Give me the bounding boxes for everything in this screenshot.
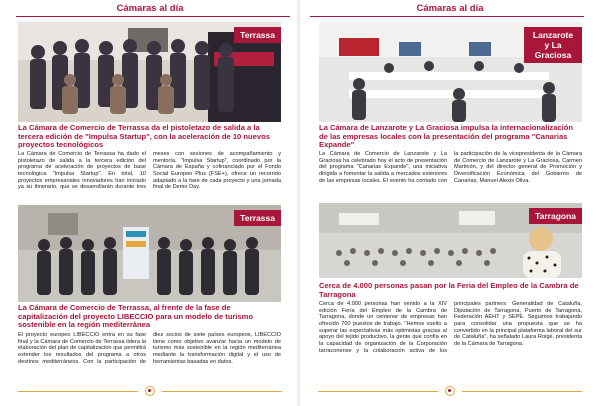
- article-libeccio: [18, 205, 281, 385]
- footer-rule: [462, 391, 582, 392]
- article-body: La Cámara de Comercio de Lanzarote y La Graciosa ha celebrado hoy el acto de presentación del programa "Canarias Expande", una iniciativa dirigida a fomentar la salida a mercados exteriores de las empresas locales. El evento ha contado con la participación de la vicepresidenta de la Cámara de Comercio de Lanzarote y La Graciosa, Carmen Martinón, y del director general de Promoción y Diversificación Económica del Gobierno de Canarias, Manuel Alexis Oliva.: [319, 151, 582, 184]
- article-body: Cerca de 4.000 personas han venido a la XIV edición Fería del Empleo de la Cambra de Tarragona, donde un centenar de empresas han ofrecido 700 puestos de trabajo. "Hemos vuelto a superar las expectativas más optimistas gracias al apoyo del tejido productivo, la gente que confía en la capacidad de organización de la Corporación tarraconense y la colaboración activa de los principales partners: Generalidad de Cataluña, Diputación de Tarragona, Puerto de Tarragona, Federación AEHT y SEPE. Seguimos trabajando para consolidar una propuesta que se ha convertido en la principal plataforma laboral del sur de Cataluña", ha señalado Laura Roigé, presidenta de la Cámara de Tarragona.: [319, 301, 582, 354]
- article-body: La Cámara de Comercio de Terrassa ha dado el pistoletazo de salida a la tercera edición del programa de aceleración de proyectos de base tecnológica "Impulsa Startup". En total, 10 proyectos empresariales innovadores han iniciado ya su itinerario, que se desarrollarán durante tres meses con sesiones de acompañamiento y mentoría. "Impulsa Startup", coordinado por la Cámara de España y cofinanciado por el Fondo Social Europeo Plus (FSE+), ofrece un recorrido adaptado a la fase de cada proyecto y una jornada final de Demo Day.: [18, 151, 281, 191]
- right-page-header: [300, 0, 600, 19]
- article-impulsa-startup: [18, 22, 281, 200]
- article-headline[interactable]: La Cámara de Comercio de Terrassa, al frente de la fase de capitalización del proyecto LIBECCIO para un modelo de turismo sostenible en la región mediterránea: [18, 303, 254, 330]
- chamber-logo-icon: [445, 386, 455, 396]
- location-tag: Lanzarote y La Graciosa: [524, 27, 582, 63]
- article-headline[interactable]: La Cámara de Lanzarote y La Graciosa impulsa la internacionalización de las empresas locales con la presentación del programa "Canarias Expande": [319, 123, 574, 150]
- footer-rule: [18, 391, 138, 392]
- right-page: [300, 0, 600, 406]
- header-rule: [16, 16, 290, 17]
- footer-rule: [318, 391, 438, 392]
- footer-rule: [162, 391, 282, 392]
- article-feria-empleo: [319, 203, 582, 393]
- article-headline[interactable]: Cerca de 4.000 personas pasan por la Feria del Empleo de la Cambra de Tarragona: [319, 281, 579, 299]
- left-page-header: [0, 0, 300, 19]
- section-title: Cámaras al día: [416, 3, 484, 14]
- section-title: Cámaras al día: [116, 3, 184, 14]
- article-body: El proyecto europeo LIBECCIO entra en su fase final y la Cámara de Comercio de Terrassa lidera la elaboración del plan de capitalización que permitirá extender los resultados del programa a otros destinos mediterráneos. Con la participación de diez socios de siete países europeos, LIBECCIO tiene como objetivo avanzar hacia un modelo de turismo más sostenible en la región mediterránea mediante la transformación digital y el uso de herramientas basadas en datos.: [18, 332, 281, 365]
- location-tag: Terrassa: [234, 210, 281, 226]
- location-tag: Tarragona: [529, 208, 582, 224]
- article-headline[interactable]: La Cámara de Comercio de Terrassa da el pistoletazo de salida a la tercera edición de "Impulsa Startup", con la aceleración de 10 nuevos proyectos tecnológicos: [18, 123, 270, 150]
- chamber-logo-icon: [145, 386, 155, 396]
- location-tag: Terrassa: [234, 27, 281, 43]
- article-canarias-expande: [319, 22, 582, 200]
- header-rule: [310, 16, 584, 17]
